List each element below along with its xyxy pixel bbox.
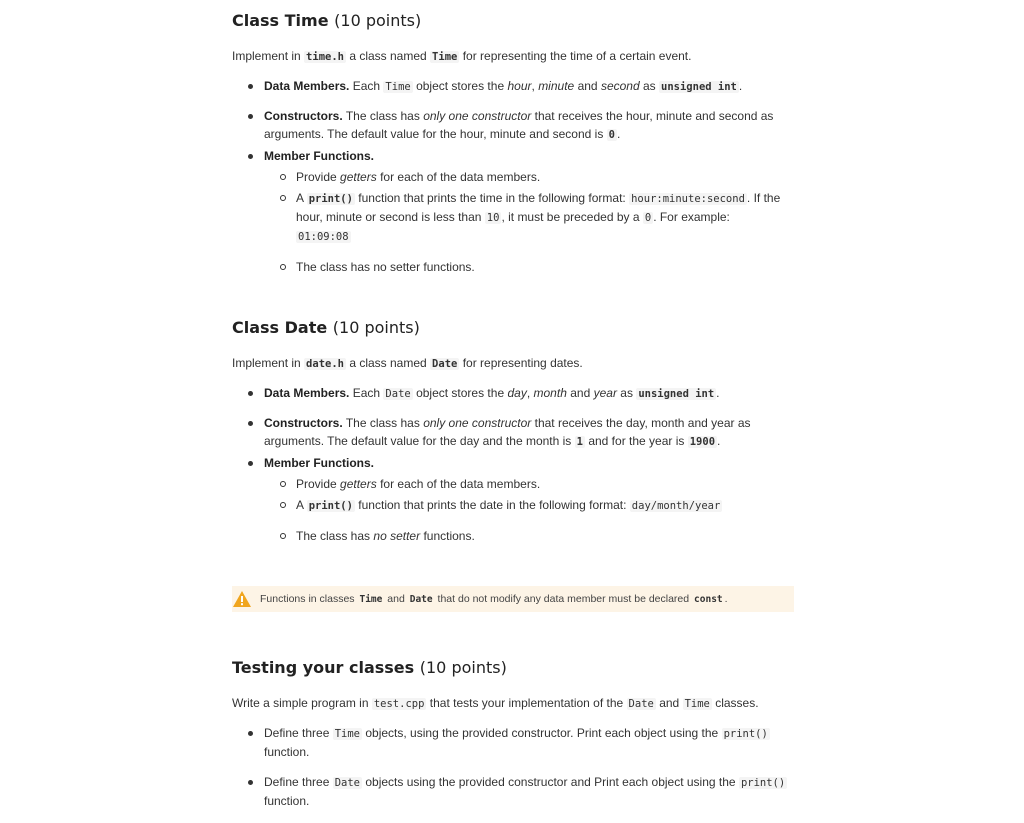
testing-intro: Write a simple program in test.cpp that tests your implementation of the Date and Time classes. <box>232 696 759 710</box>
date-intro: Implement in date.h a class named Date for representing dates. <box>232 356 583 370</box>
warning-text: Functions in classes Time and Date that do not modify any data member must be declared const . <box>260 593 728 605</box>
date-print: A print() function that prints the date in the following format: day/month/year <box>264 496 794 515</box>
time-bullets-2 <box>232 107 794 276</box>
warning-triangle-icon <box>232 589 252 609</box>
testing-date-objects: Define three Date objects using the provided constructor and Print each object using the print() function. <box>232 773 794 810</box>
testing-time-objects: Define three Time objects, using the provided constructor. Print each object using the print() function. <box>232 724 794 761</box>
date-getters: Provide getters for each of the data members. <box>264 475 794 493</box>
time-no-setters: The class has no setter functions. <box>264 258 794 276</box>
date-member-list <box>264 475 794 545</box>
time-member-list <box>264 168 794 276</box>
time-intro: Implement in time.h a class named Time for representing the time of a certain event. <box>232 49 692 63</box>
heading-testing: Testing your classes (10 points) <box>232 658 507 677</box>
warning-callout <box>232 586 794 612</box>
date-bullets <box>232 384 794 403</box>
date-no-setters: The class has no setter functions. <box>264 527 794 545</box>
date-member-functions: Member Functions. Provide getters for each of the data members. A print() function that prints the date in the following format: day/month/year The class has no setter functions. <box>232 454 794 545</box>
testing-bullets <box>232 724 794 810</box>
time-bullets <box>232 77 794 96</box>
date-bullets-2 <box>232 414 794 545</box>
time-getters: Provide getters for each of the data members. <box>264 168 794 186</box>
heading-class-time: Class Time (10 points) <box>232 11 422 30</box>
heading-class-date: Class Date (10 points) <box>232 318 420 337</box>
time-print: A print() function that prints the time in the following format: hour:minute:second . If the hour, minute or second is less than 10 , it must be preceded by a 0 . For example: 01:09:08 <box>264 189 794 246</box>
date-data-members: Data Members. Each Date object stores the day, month and year as unsigned int . <box>232 384 794 403</box>
time-data-members: Data Members. Each Time object stores the hour, minute and second as unsigned int . <box>232 77 794 96</box>
time-member-functions: Member Functions. Provide getters for each of the data members. A print() function that prints the time in the following format: hour:minute:second . If the hour, minute or second is less than 10 , it must be preceded by a 0 . For example: 01:09:08 The class has no setter functions. <box>232 147 794 276</box>
time-constructors: Constructors. The class has only one constructor that receives the hour, minute and second as arguments. The default value for the hour, minute and second is 0 . <box>232 107 794 144</box>
date-constructors: Constructors. The class has only one constructor that receives the day, month and year as arguments. The default value for the day and the month is 1 and for the year is 1900 . <box>232 414 794 451</box>
